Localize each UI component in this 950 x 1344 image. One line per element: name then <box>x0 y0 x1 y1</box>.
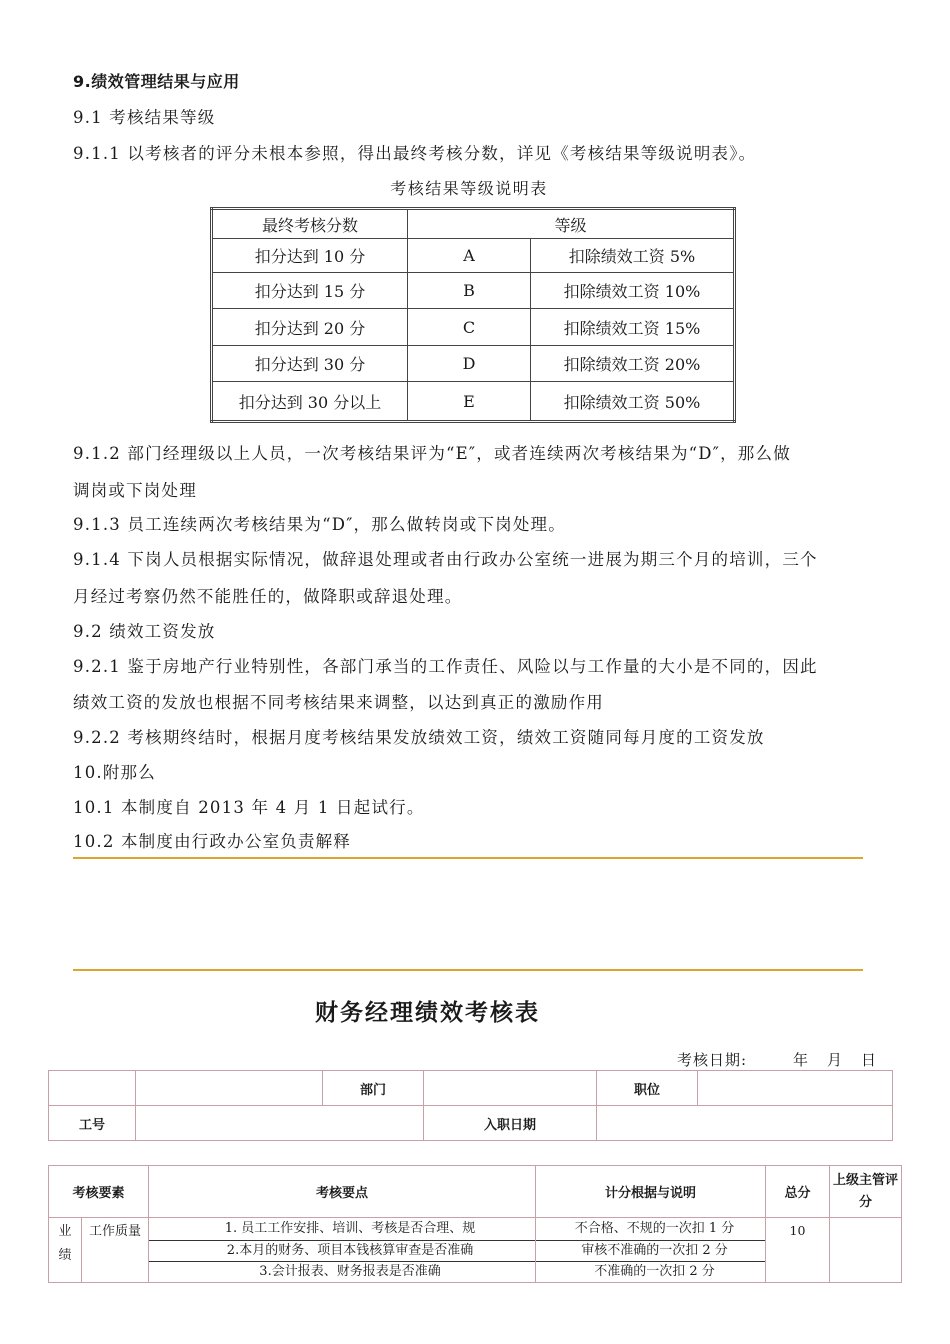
grade-cell: 扣分达到 10 分 <box>212 239 408 273</box>
grade-cell: B <box>408 273 531 309</box>
header-supervisor-score: 上级主管评分 <box>830 1166 902 1218</box>
category-cell: 业绩 <box>49 1218 82 1283</box>
grade-header-score: 最终考核分数 <box>212 209 408 239</box>
grade-cell: 扣除绩效工资 50% <box>531 382 735 422</box>
paragraph-9-1-2-cont: 调岗或下岗处理 <box>73 481 197 500</box>
position-value[interactable] <box>698 1071 893 1106</box>
grade-cell: 扣除绩效工资 20% <box>531 346 735 382</box>
point-item: 1. 员工工作安排、培训、考核是否合理、规 <box>224 1221 476 1236</box>
hire-date-value[interactable] <box>597 1106 893 1141</box>
section-10: 10.附那么 <box>73 763 156 782</box>
supervisor-score-input[interactable] <box>830 1218 902 1283</box>
header-element: 考核要素 <box>49 1166 149 1218</box>
grade-cell: 扣除绩效工资 15% <box>531 309 735 346</box>
basis-item: 不准确的一次扣 2 分 <box>536 1261 765 1282</box>
date-year: 年 <box>793 1051 809 1069</box>
grade-cell: C <box>408 309 531 346</box>
section-9-heading: 9.绩效管理结果与应用 <box>73 72 240 91</box>
paragraph-9-1-2: 9.1.2 部门经理级以上人员，一次考核结果评为“E″，或者连续两次考核结果为“D″，那么做 <box>73 444 791 463</box>
grade-header-level: 等级 <box>408 209 735 239</box>
total-score: 10 <box>766 1218 830 1283</box>
divider-line <box>73 857 863 859</box>
info-table <box>48 1070 893 1141</box>
paragraph-9-1-1: 9.1.1 以考核者的评分未根本参照，得出最终考核分数，详见《考核结果等级说明表》。 <box>73 144 757 163</box>
form-title: 财务经理绩效考核表 <box>315 1000 540 1026</box>
table-caption: 考核结果等级说明表 <box>390 179 548 198</box>
grade-table <box>210 207 736 423</box>
date-day: 日 <box>861 1051 877 1069</box>
grade-cell: 扣分达到 20 分 <box>212 309 408 346</box>
subcategory-cell: 工作质量 <box>82 1218 149 1283</box>
evaluation-table <box>48 1165 902 1283</box>
point-item: 2.本月的财务、项目本钱核算审查是否准确 <box>149 1240 535 1261</box>
dept-value[interactable] <box>424 1071 597 1106</box>
basis-cell <box>536 1218 766 1283</box>
dept-label: 部门 <box>323 1071 424 1106</box>
points-cell <box>149 1218 536 1283</box>
id-value[interactable] <box>136 1106 424 1141</box>
header-total: 总分 <box>766 1166 830 1218</box>
position-label: 职位 <box>597 1071 698 1106</box>
section-9-2: 9.2 绩效工资发放 <box>73 622 216 641</box>
paragraph-10-1: 10.1 本制度自 2013 年 4 月 1 日起试行。 <box>73 798 425 817</box>
date-month: 月 <box>827 1051 843 1069</box>
paragraph-9-2-1-cont: 绩效工资的发放也根据不同考核结果来调整，以达到真正的激励作用 <box>73 693 604 712</box>
grade-cell: 扣分达到 15 分 <box>212 273 408 309</box>
paragraph-9-2-1: 9.2.1 鉴于房地产行业特别性，各部门承当的工作责任、风险以与工作量的大小是不同的，因此 <box>73 657 818 676</box>
grade-cell: 扣分达到 30 分 <box>212 346 408 382</box>
divider-line <box>73 969 863 971</box>
grade-cell: 扣分达到 30 分以上 <box>212 382 408 422</box>
date-label: 考核日期: <box>677 1051 748 1069</box>
paragraph-10-2: 10.2 本制度由行政办公室负责解释 <box>73 832 352 851</box>
id-label: 工号 <box>49 1106 136 1141</box>
header-points: 考核要点 <box>149 1166 536 1218</box>
grade-cell: 扣除绩效工资 10% <box>531 273 735 309</box>
paragraph-9-1-4: 9.1.4 下岗人员根据实际情况，做辞退处理或者由行政办公室统一进展为期三个月的培训，三个 <box>73 550 818 569</box>
section-9-1: 9.1 考核结果等级 <box>73 108 216 127</box>
header-basis: 计分根据与说明 <box>536 1166 766 1218</box>
grade-cell: 扣除绩效工资 5% <box>531 239 735 273</box>
info-cell <box>49 1071 136 1106</box>
point-item: 3.会计报表、财务报表是否准确 <box>149 1261 535 1282</box>
paragraph-9-1-3: 9.1.3 员工连续两次考核结果为“D″，那么做转岗或下岗处理。 <box>73 515 566 534</box>
grade-cell: D <box>408 346 531 382</box>
grade-cell: E <box>408 382 531 422</box>
hire-date-label: 入职日期 <box>424 1106 597 1141</box>
paragraph-9-2-2: 9.2.2 考核期终结时，根据月度考核结果发放绩效工资，绩效工资随同每月度的工资发放 <box>73 728 765 747</box>
basis-item: 审核不准确的一次扣 2 分 <box>536 1240 765 1261</box>
info-cell <box>136 1071 323 1106</box>
grade-cell: A <box>408 239 531 273</box>
paragraph-9-1-4-cont: 月经过考察仍然不能胜任的，做降职或辞退处理。 <box>73 587 463 606</box>
basis-item: 不合格、不规的一次扣 1 分 <box>574 1221 735 1236</box>
